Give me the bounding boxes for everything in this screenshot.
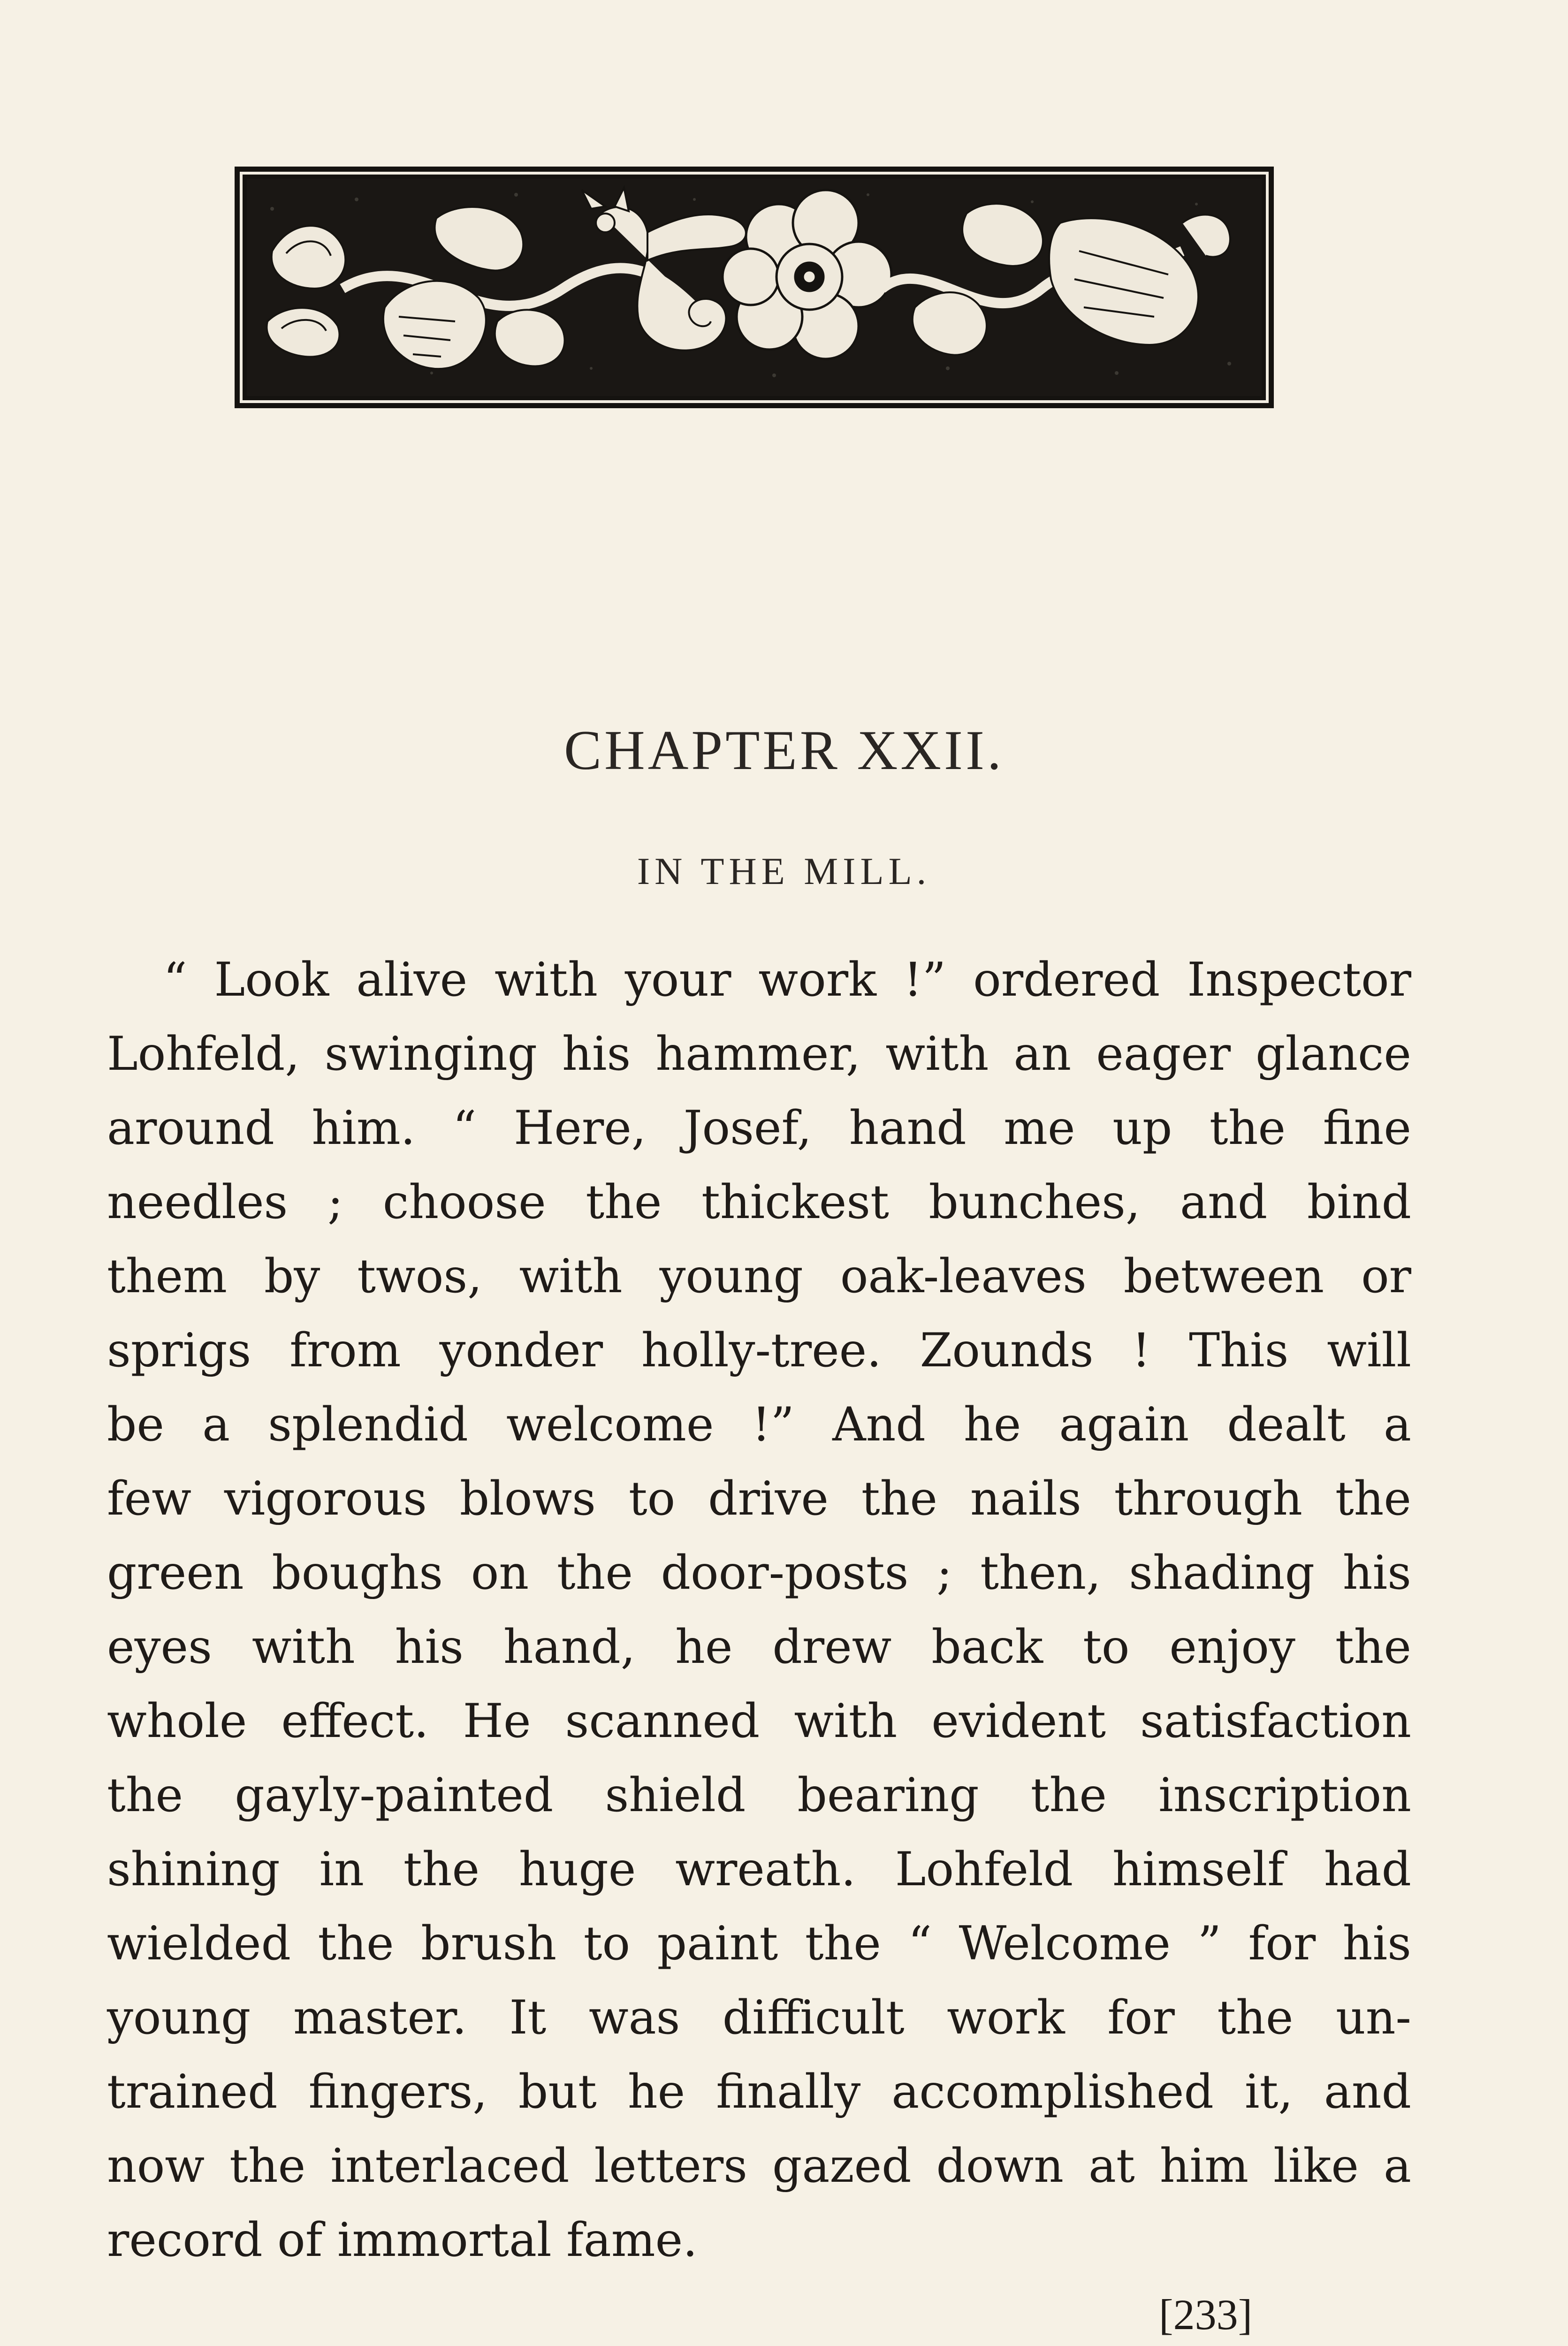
text-line: shining in the huge wreath. Lohfeld himself had	[107, 1843, 1411, 1897]
floral-dragon-headpiece-icon	[235, 167, 1274, 408]
text-line: record of immortal fame.	[107, 2213, 698, 2267]
text-line: them by twos, with young oak-leaves between or	[107, 1249, 1411, 1303]
text-line: needles ; choose the thickest bunches, and bind	[107, 1175, 1411, 1229]
text-line: wielded the brush to paint the “ Welcome ” for his	[107, 1917, 1411, 1971]
chapter-body-paragraph	[107, 943, 1411, 2277]
text-line: sprigs from yonder holly-tree. Zounds ! This will	[107, 1324, 1411, 1378]
text-line: young master. It was difficult work for the un-	[107, 1991, 1411, 2045]
text-line: “ Look alive with your work !” ordered Inspector	[163, 953, 1411, 1007]
text-line: around him. “ Here, Josef, hand me up the fine	[107, 1101, 1411, 1155]
text-line: whole effect. He scanned with evident satisfaction	[107, 1694, 1411, 1748]
text-line: Lohfeld, swinging his hammer, with an eager glance	[107, 1027, 1411, 1081]
text-line: eyes with his hand, he drew back to enjoy the	[107, 1620, 1411, 1674]
chapter-title: CHAPTER XXII.	[564, 719, 1004, 781]
text-line: be a splendid welcome !” And he again dealt a	[107, 1398, 1411, 1452]
text-line: few vigorous blows to drive the nails through the	[107, 1472, 1411, 1526]
page-number: [233]	[1159, 2291, 1253, 2338]
text-line: now the interlaced letters gazed down at him like a	[107, 2139, 1411, 2193]
text-line: trained fingers, but he finally accomplished it, and	[107, 2065, 1411, 2119]
text-line: the gayly-painted shield bearing the inscription	[107, 1768, 1411, 1822]
chapter-subtitle: IN THE MILL.	[637, 850, 931, 892]
text-line: green boughs on the door-posts ; then, shading his	[107, 1546, 1411, 1600]
